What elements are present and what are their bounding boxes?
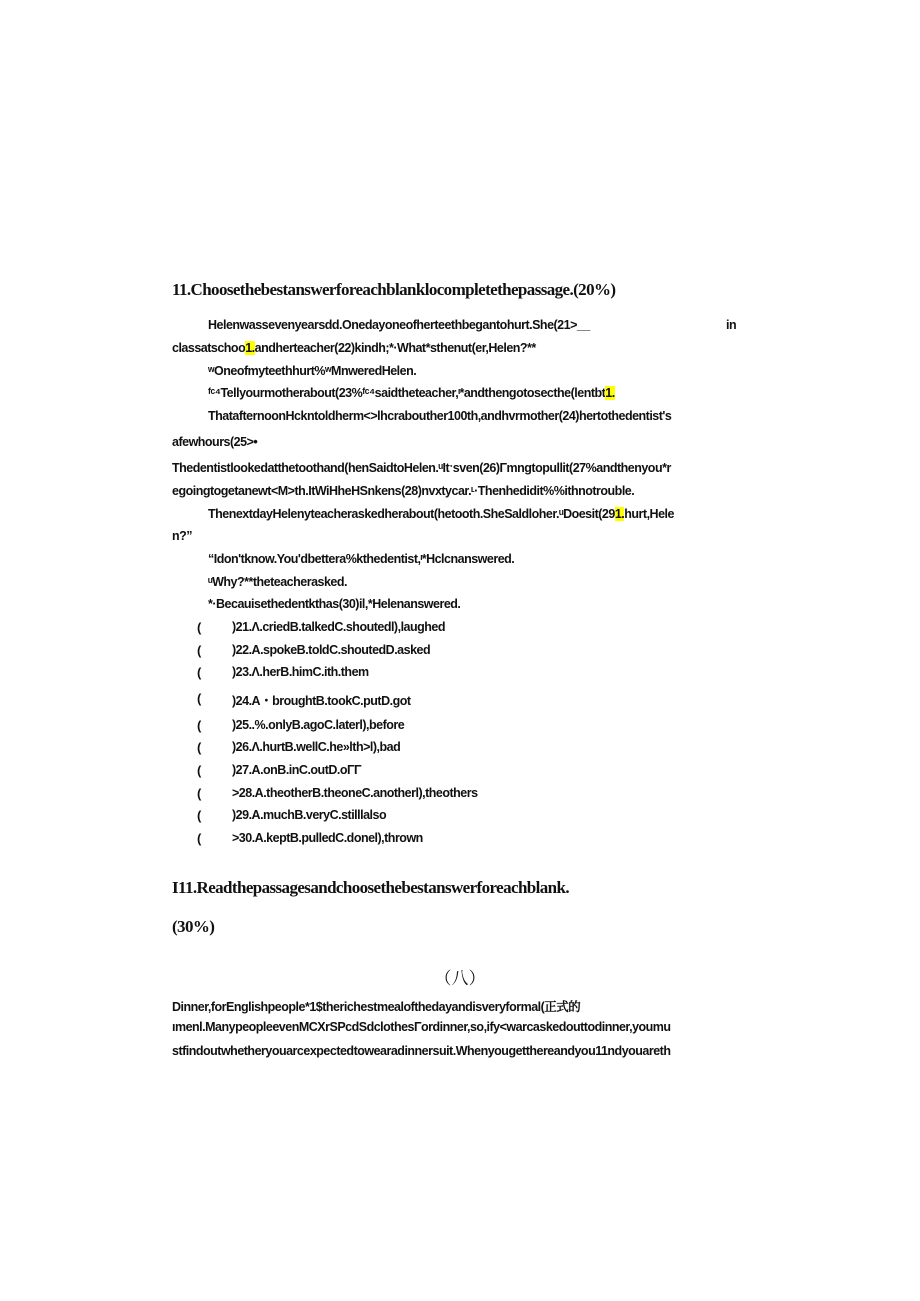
passage-line-10: n?” (172, 529, 193, 543)
answer-blank-paren: ( (197, 740, 202, 755)
passage-text: andherteacher(22)kindh;*·What*sthenut(er,Helen?** (254, 341, 536, 355)
passage-line-12: ᵘWhy?**theteacherasked. (208, 575, 347, 589)
answer-blank-paren: ( (197, 665, 202, 680)
passage-line-11: “Idon'tknow.You'dbettera%kthedentist,ᶦ*Hclcnanswered. (208, 552, 515, 566)
question-text: )26.Λ.hurtB.wellC.he»lth>l),bad (232, 740, 401, 754)
question-text: >28.A.theotherB.theoneC.anotherl),theothers (232, 786, 478, 800)
answer-blank-paren: ( (197, 763, 202, 778)
section-3-title: I11.Readthepassagesandchoosethebestanswerforeachblank. (172, 878, 570, 897)
highlight-mark: 1. (614, 507, 625, 521)
answer-blank-paren: ( (197, 831, 202, 846)
answer-blank-paren: ( (197, 718, 202, 733)
passage-b-line-3: stfindoutwhetheryouarcexpectedtowearadinnersuit.Whenyougetthereandyou11ndyouareth (172, 1044, 671, 1058)
question-text: )27.A.onB.inC.outD.oΓΓ (232, 763, 362, 777)
passage-line-2 (172, 341, 536, 355)
passage-line-8: egoingtogetanewt<M>th.ItWiHheHSnkens(28)nvxtycar.ᶫ·Thenhedidit%%ithnotrouble. (172, 484, 635, 498)
question-text: )23.Λ.herB.himC.ith.them (232, 665, 369, 679)
passage-line-5: ThatafternoonHckntoldherm<>lhcrabouther100th,andhvrmother(24)hertothedentist's (208, 409, 672, 423)
passage-line-3: ʷOneofmyteethhurt%ʷMnweredHelen. (208, 364, 417, 378)
passage-line-13: *·Becauisethedentkthas(30)il,*Helenanswered. (208, 597, 461, 611)
question-text: )24.A・broughtB.tookC.putD.got (232, 694, 411, 708)
passage-line-9 (208, 507, 674, 521)
passage-text: hurt,Hele (624, 507, 674, 521)
passage-line-1: Helenwassevenyearsdd.Onedayoneofherteethbegantohurt.She(21>__ (208, 318, 590, 332)
passage-line-6: afewhours(25>• (172, 435, 258, 449)
question-text: )22.A.spokeB.toldC.shoutedD.asked (232, 643, 431, 657)
passage-line-4 (208, 386, 615, 400)
passage-text: classatschoo (172, 341, 246, 355)
question-text: >30.A.keptB.pulledC.donel),thrown (232, 831, 423, 845)
answer-blank-paren: ( (197, 643, 202, 658)
answer-blank-paren: ( (197, 808, 202, 823)
question-text: )25..%.onlyB.agoC.laterl),before (232, 718, 405, 732)
highlight-mark: 1. (245, 341, 255, 355)
highlight-mark: 1. (605, 386, 615, 400)
answer-blank-paren: ( (197, 691, 202, 706)
question-text: )29.A.muchB.veryC.stilllalso (232, 808, 387, 822)
passage-b-line-1: Dinner,forEnglishpeople*1$therichestmealofthedayandisveryformal(正式的 (172, 1000, 581, 1014)
passage-line-7: Thedentistlookedatthetoothand(henSaidtoHelen.ᵘItˑsven(26)Γmngtopullit(27%andthenyou*r (172, 461, 671, 475)
passage-text: ᶠᶜ⁴Tellyourmotherabout(23%ᶠᶜ⁴saidtheteacher,ᶦ*andthengotosecthe(lentbt (208, 386, 606, 400)
answer-blank-paren: ( (197, 620, 202, 635)
passage-b-line-2: ımenl.ManypeopleevenMCXrSPcdSdclothesΓordinner,so,ify<warcaskedouttodinner,youmu (172, 1020, 671, 1034)
section-3-title-score: (30%) (172, 917, 215, 936)
question-text: )21.Λ.criedB.talkedC.shoutedl),laughed (232, 620, 445, 634)
passage-text: ThenextdayHelenyteacheraskedherabout(hetooth.SheSaldloher.ᵘDoesit(29 (208, 507, 615, 521)
passage-line-1-end: in (726, 318, 737, 332)
section-2-title: 11.Choosethebestanswerforeachblanklocompletethepassage.(20%) (172, 280, 616, 299)
answer-blank-paren: ( (197, 786, 202, 801)
passage-number-mark: （八） (434, 969, 486, 989)
